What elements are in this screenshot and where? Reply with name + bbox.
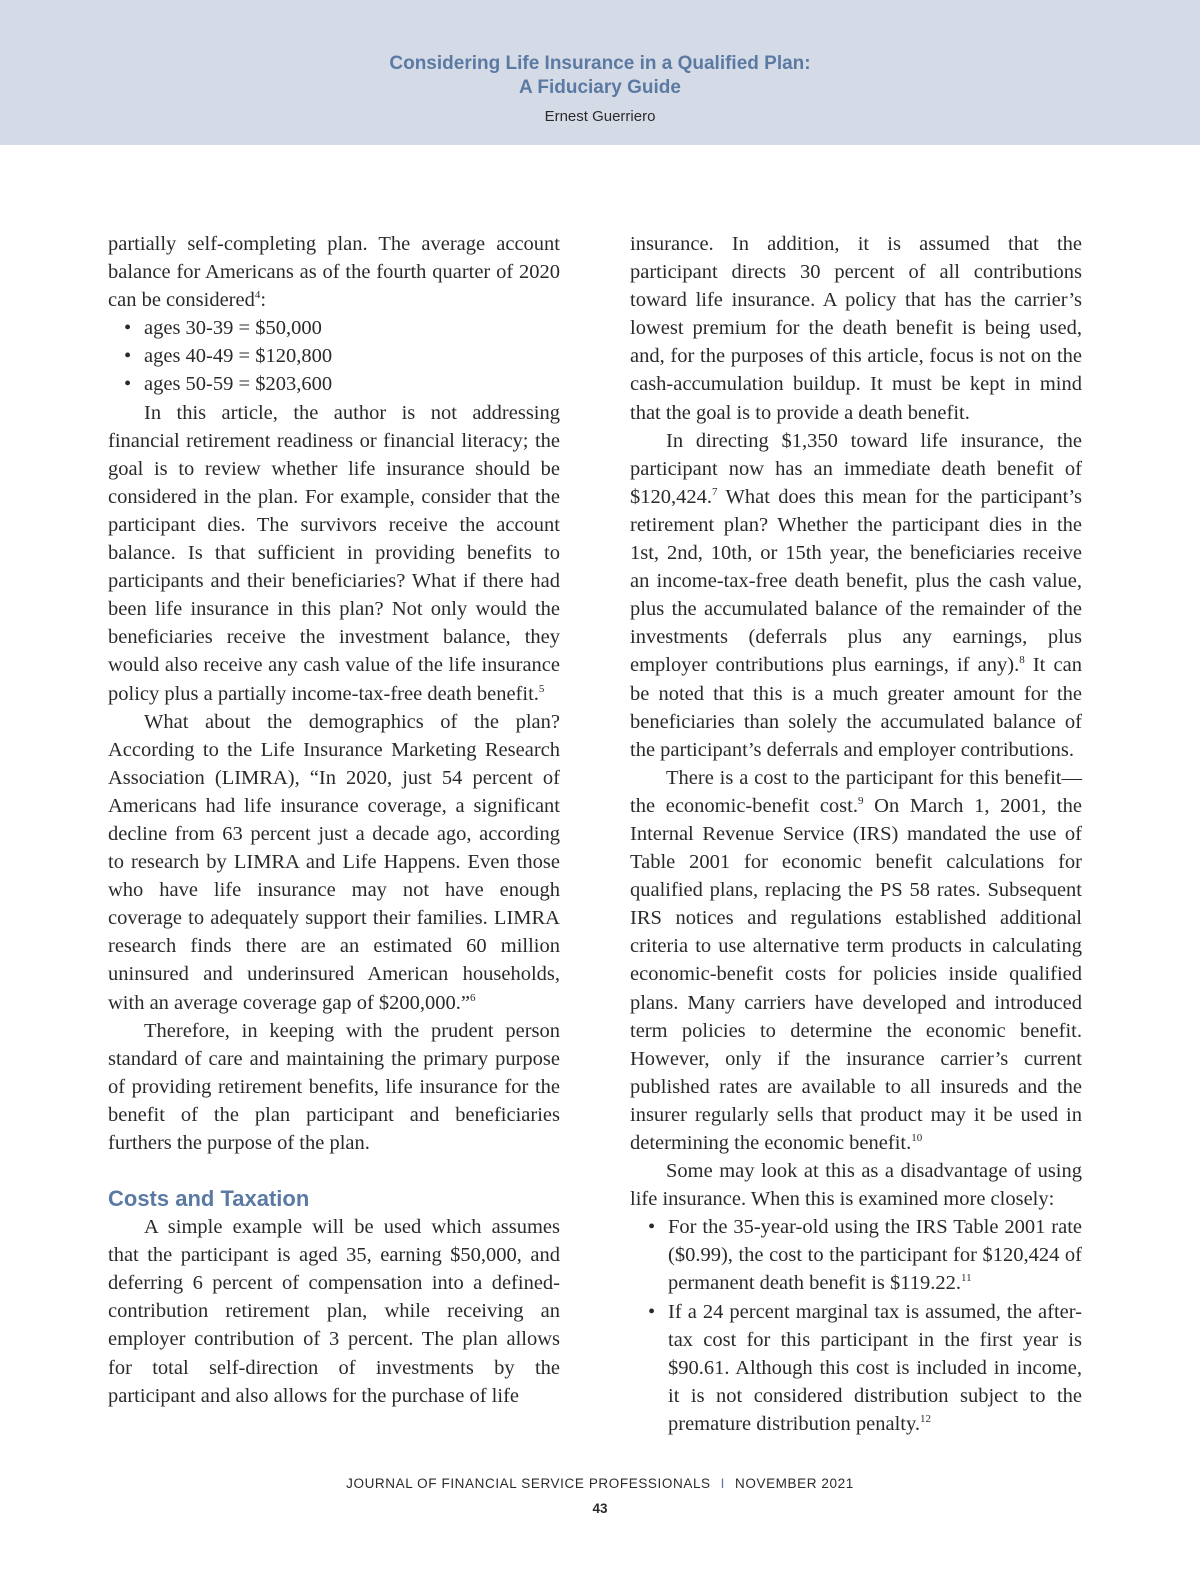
- footnote-ref[interactable]: 9: [857, 794, 864, 807]
- footnote-ref[interactable]: 6: [470, 991, 476, 1004]
- journal-name: JOURNAL OF FINANCIAL SERVICE PROFESSIONALS: [346, 1476, 711, 1491]
- paragraph: A simple example will be used which assumes that the participant is aged 35, earning $50,000, and deferring 6 percent of compensation into a defined-contribution retirement plan, while receiving an employer contribution of 3 percent. The plan allows for total self-direction of investments by the participant and also allows for the purchase of life: [108, 1216, 560, 1407]
- age-balance-list: [108, 314, 560, 398]
- article-author: Ernest Guerriero: [544, 108, 656, 125]
- paragraph: In directing $1,350 toward life insurance, the participant now has an immediate death benefit of $120,424.$^7$ What does this mean for the participant’s retirement plan? Whether the participant dies in the 1st, 2nd, 10th, or 15th year, the beneficiaries receive an income-tax-free death benefit, plus the cash value, plus the accumulated balance of the remainder of the investments (deferrals plus any earnings, plus employer contributions plus earnings, if any).$^8$ It can be noted that this is a much greater amount for the beneficiaries than solely the accumulated balance of the participant’s deferrals and employer contributions.: [630, 429, 1082, 761]
- list-item: • ages 50-59 = $203,600: [108, 370, 560, 398]
- article-title-line-2: A Fiduciary Guide: [519, 77, 681, 98]
- paragraph: What about the demographics of the plan? According to the Life Insurance Marketing Research Association (LIMRA), “In 2020, just 54 percent of Americans had life insurance coverage, a significant decline from 63 percent just a decade ago, according to research by LIMRA and Life Happens. Even those who have life insurance may not have enough coverage to adequately support their families. LIMRA research finds there are an estimated 60 million uninsured and underinsured American households, with an average coverage gap of $200,000.”$^6$: [108, 710, 560, 1014]
- footer-journal: [0, 1476, 1200, 1491]
- section-heading: Costs and Taxation: [108, 1186, 310, 1212]
- footer-separator: I: [720, 1476, 726, 1491]
- footnote-ref[interactable]: 12: [920, 1412, 932, 1425]
- issue-date: NOVEMBER 2021: [735, 1476, 854, 1491]
- footnote-ref[interactable]: 5: [538, 682, 545, 695]
- paragraph: Some may look at this as a disadvantage of using life insurance. When this is examined more closely:: [630, 1160, 1082, 1211]
- right-column: [630, 230, 1082, 1438]
- bullet-icon: •: [124, 373, 132, 396]
- list-item: • ages 30-39 = $50,000: [108, 314, 560, 342]
- footnote-ref[interactable]: 7: [712, 485, 718, 498]
- footnote-ref[interactable]: 10: [911, 1132, 923, 1144]
- bullet-icon: •: [124, 345, 132, 368]
- bullet-icon: •: [648, 1300, 656, 1323]
- paragraph: insurance. In addition, it is assumed that the participant directs 30 percent of all contributions toward life insurance. A policy that has the carrier’s lowest premium for the death benefit is being used, and, for the purposes of this article, focus is not on the cash-accumulation buildup. It must be kept in mind that the goal is to provide a death benefit.: [630, 233, 1082, 424]
- list-item: • For the 35-year-old using the IRS Table 2001 rate ($0.99), the cost to the participant for $120,424 of permanent death benefit is $119.22.11: [630, 1213, 1082, 1297]
- list-item: • ages 40-49 = $120,800: [108, 342, 560, 370]
- cost-list: [630, 1213, 1082, 1438]
- footnote-ref[interactable]: 4: [254, 289, 261, 302]
- list-item: • If a 24 percent marginal tax is assumed, the after-tax cost for this participant in the first year is $90.61. Although this cost is included in income, it is not considered distribution subject to the premature distribution penalty.$^{12}$: [630, 1298, 1082, 1438]
- left-column: [108, 230, 560, 1410]
- bullet-icon: •: [124, 317, 132, 340]
- article-title-line-1: Considering Life Insurance in a Qualified Plan:: [389, 53, 811, 74]
- footnote-ref[interactable]: 11: [961, 1272, 972, 1285]
- paragraph: There is a cost to the participant for this benefit—the economic-benefit cost.$^9$ On March 1, 2001, the Internal Revenue Service (IRS) mandated the use of Table 2001 for economic benefit calculations for qualified plans, replacing the PS 58 rates. Subsequent IRS notices and regulations established additional criteria to use alternative term products in calculating economic-benefit costs for policies inside qualified plans. Many carriers have developed and introduced term policies to determine the economic benefit. However, only if the insurance carrier’s current published rates are available to all insureds and the insurer regularly sells that product may it be used in determining the economic benefit.$^{10}$: [630, 766, 1082, 1154]
- page-number: 43: [592, 1501, 608, 1516]
- footnote-ref[interactable]: 8: [1019, 654, 1025, 667]
- bullet-icon: •: [648, 1216, 656, 1239]
- paragraph: Therefore, in keeping with the prudent person standard of care and maintaining the primary purpose of providing retirement benefits, life insurance for the benefit of the plan participant and beneficiaries furthers the purpose of the plan.: [108, 1019, 560, 1154]
- article-title: [0, 52, 1200, 100]
- paragraph: partially self-completing plan. The average account balance for Americans as of the fourth quarter of 2020 can be considered$^4$:: [108, 233, 560, 312]
- header-band: [0, 0, 1200, 145]
- paragraph: In this article, the author is not addressing financial retirement readiness or financial literacy; the goal is to review whether life insurance should be considered in the plan. For example, consider that the participant dies. The survivors receive the account balance. Is that sufficient in providing benefits to participants and their beneficiaries? What if there had been life insurance in this plan? Not only would the beneficiaries receive the investment balance, they would also receive any cash value of the life insurance policy plus a partially income-tax-free death benefit.$^5$: [108, 401, 560, 705]
